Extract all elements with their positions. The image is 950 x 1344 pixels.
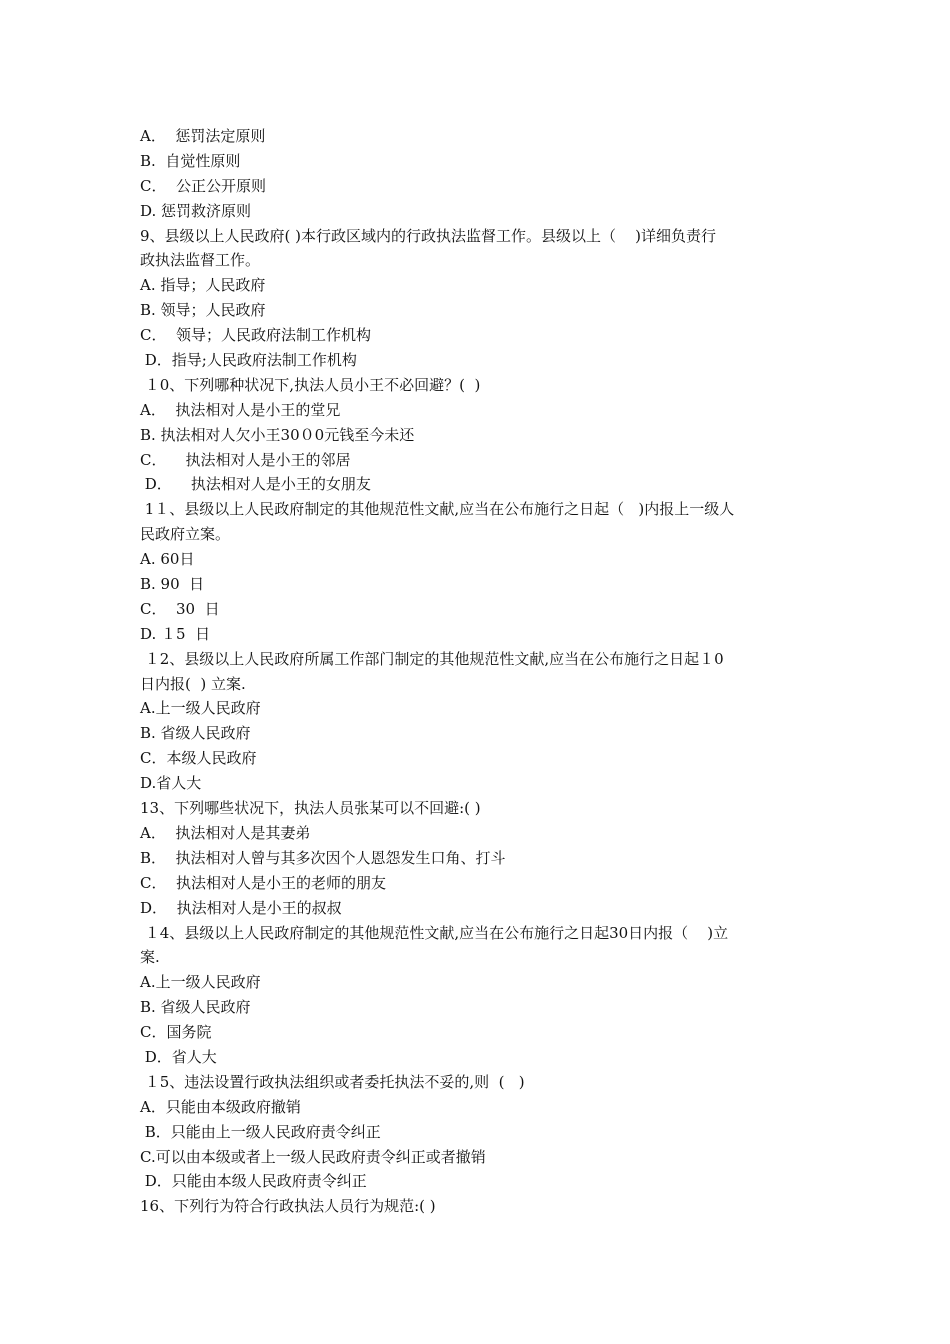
text-line: C． 公正公开原则 bbox=[140, 176, 267, 195]
text-line: A. 指导；人民政府 bbox=[140, 276, 266, 295]
text-line: B. 省级人民政府 bbox=[140, 998, 251, 1017]
text-line: 9、县级以上人民政府( )本行政区域内的行政执法监督工作。县级以上（ )详细负责行 bbox=[140, 226, 716, 245]
text-line: C.可以由本级或者上一级人民政府责令纠正或者撤销 bbox=[140, 1147, 486, 1166]
text-line: B. 自觉性原则 bbox=[140, 151, 241, 170]
text-line: D. １5 日 bbox=[140, 624, 211, 643]
text-line: 1１、县级以上人民政府制定的其他规范性文献,应当在公布施行之日起（ )内报上一级人 bbox=[140, 500, 735, 519]
text-line: 政执法监督工作。 bbox=[140, 251, 261, 270]
text-line: A． 执法相对人是其妻弟 bbox=[140, 823, 311, 842]
text-line: １4、县级以上人民政府制定的其他规范性文献,应当在公布施行之日起30日内报（ )立 bbox=[140, 923, 729, 942]
text-line: C．国务院 bbox=[140, 1023, 212, 1042]
text-line: D． 执法相对人是小王的女朋友 bbox=[140, 475, 371, 494]
text-line: B．只能由上一级人民政府责令纠正 bbox=[140, 1122, 381, 1141]
text-line: B． 执法相对人曾与其多次因个人恩怨发生口角、打斗 bbox=[140, 848, 506, 867]
text-line: C． 执法相对人是小王的邻居 bbox=[140, 450, 351, 469]
text-line: C． 领导；人民政府法制工作机构 bbox=[140, 326, 372, 345]
text-line: D．省人大 bbox=[140, 1047, 217, 1066]
text-line: C． 30 日 bbox=[140, 599, 220, 618]
text-line: 16、下列行为符合行政执法人员行为规范:( ) bbox=[140, 1197, 436, 1216]
text-line: B. 领导；人民政府 bbox=[140, 301, 266, 320]
text-line: 13、下列哪些状况下，执法人员张某可以不回避:( ) bbox=[140, 799, 481, 818]
text-line: D.省人大 bbox=[140, 774, 202, 793]
text-line: C． 执法相对人是小王的老师的朋友 bbox=[140, 873, 387, 892]
text-line: 日内报( ) 立案. bbox=[140, 674, 246, 693]
text-line: D． 执法相对人是小王的叔叔 bbox=[140, 898, 342, 917]
text-line: １0、下列哪种状况下,执法人员小王不必回避？( ) bbox=[140, 375, 481, 394]
text-line: １2、县级以上人民政府所属工作部门制定的其他规范性文献,应当在公布施行之日起１0 bbox=[140, 649, 724, 668]
text-line: B. 执法相对人欠小王30０0元钱至今未还 bbox=[140, 425, 415, 444]
text-line: 案. bbox=[140, 948, 160, 967]
text-line: D．指导;人民政府法制工作机构 bbox=[140, 351, 357, 370]
text-line: A． 执法相对人是小王的堂兄 bbox=[140, 400, 341, 419]
text-line: A.上一级人民政府 bbox=[140, 699, 261, 718]
text-line: C．本级人民政府 bbox=[140, 749, 257, 768]
text-line: D．只能由本级人民政府责令纠正 bbox=[140, 1172, 367, 1191]
text-line: A.上一级人民政府 bbox=[140, 973, 261, 992]
text-line: A． 惩罚法定原则 bbox=[140, 127, 266, 145]
text-line: B. 90 日 bbox=[140, 575, 205, 594]
text-line: B. 省级人民政府 bbox=[140, 724, 251, 743]
text-line: A. 60日 bbox=[140, 550, 195, 569]
text-line: A．只能由本级政府撤销 bbox=[140, 1097, 301, 1116]
document-body bbox=[140, 124, 820, 1219]
text-line: １5、违法设置行政执法组织或者委托执法不妥的,则 ( ) bbox=[140, 1072, 525, 1091]
text-line: 民政府立案。 bbox=[140, 525, 231, 544]
text-line: D. 惩罚救济原则 bbox=[140, 201, 252, 220]
